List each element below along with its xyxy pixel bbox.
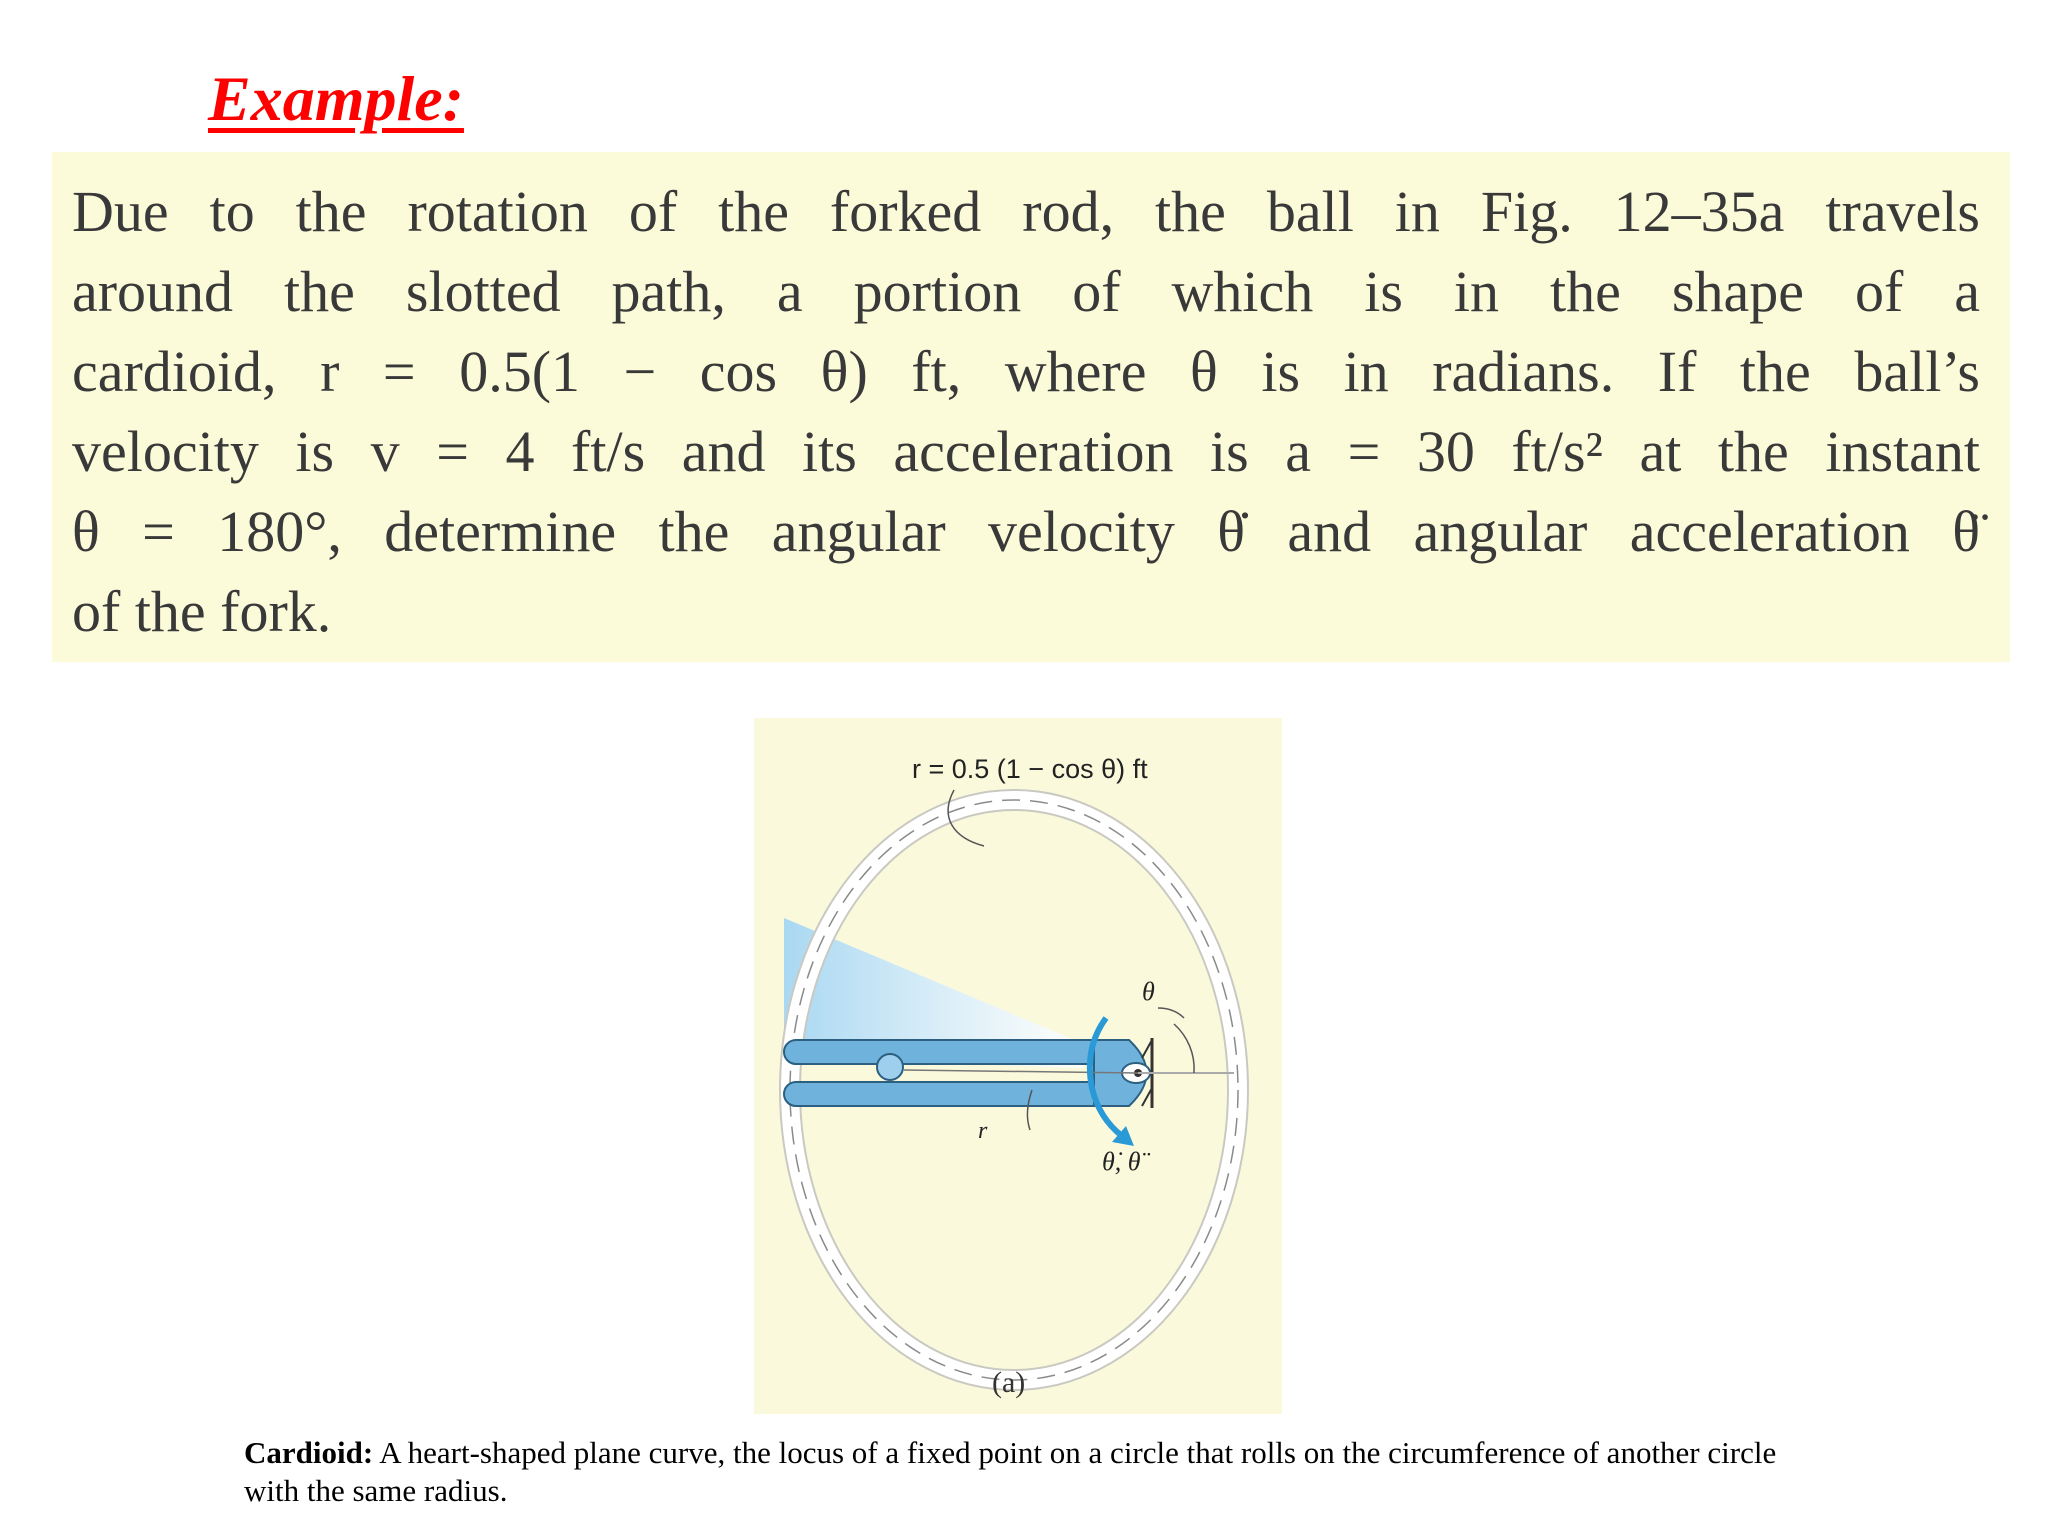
figure-12-35a	[754, 718, 1282, 1414]
cardioid-figure	[754, 718, 1282, 1414]
angular-rates-label: θ̇, θ̈	[1102, 1147, 1141, 1176]
theta-arc	[1174, 1024, 1194, 1073]
theta-label: θ	[1142, 977, 1155, 1006]
ball	[877, 1054, 903, 1080]
r-label: r	[978, 1118, 988, 1144]
problem-line: cardioid, r = 0.5(1 − cos θ) ft, where θ is in radians. If the ball’s	[72, 339, 1980, 404]
problem-line: velocity is v = 4 ft/s and its acceleration is a = 30 ft/s² at the instant	[72, 419, 1980, 484]
part-label: (a)	[992, 1366, 1026, 1399]
caption-term: Cardioid:	[244, 1435, 374, 1470]
caption-text: A heart-shaped plane curve, the locus of a fixed point on a circle that rolls on the circumference of another circle with the same radius.	[244, 1435, 1777, 1508]
cardioid-definition	[244, 1434, 1784, 1510]
problem-line: of the fork.	[72, 579, 332, 644]
example-heading: Example:	[208, 63, 464, 134]
problem-line: Due to the rotation of the forked rod, the ball in Fig. 12–35a travels	[72, 179, 1980, 244]
fork-upper-tine	[784, 1040, 1114, 1064]
problem-line: θ = 180°, determine the angular velocity θ̇ and angular acceleration θ̈	[72, 499, 1980, 564]
problem-statement	[52, 152, 2010, 662]
theta-leader	[1158, 1008, 1184, 1018]
problem-line: around the slotted path, a portion of which is in the shape of a	[72, 259, 1980, 324]
equation-label: r = 0.5 (1 − cos θ) ft	[912, 754, 1148, 784]
fork-lower-tine	[784, 1082, 1114, 1106]
